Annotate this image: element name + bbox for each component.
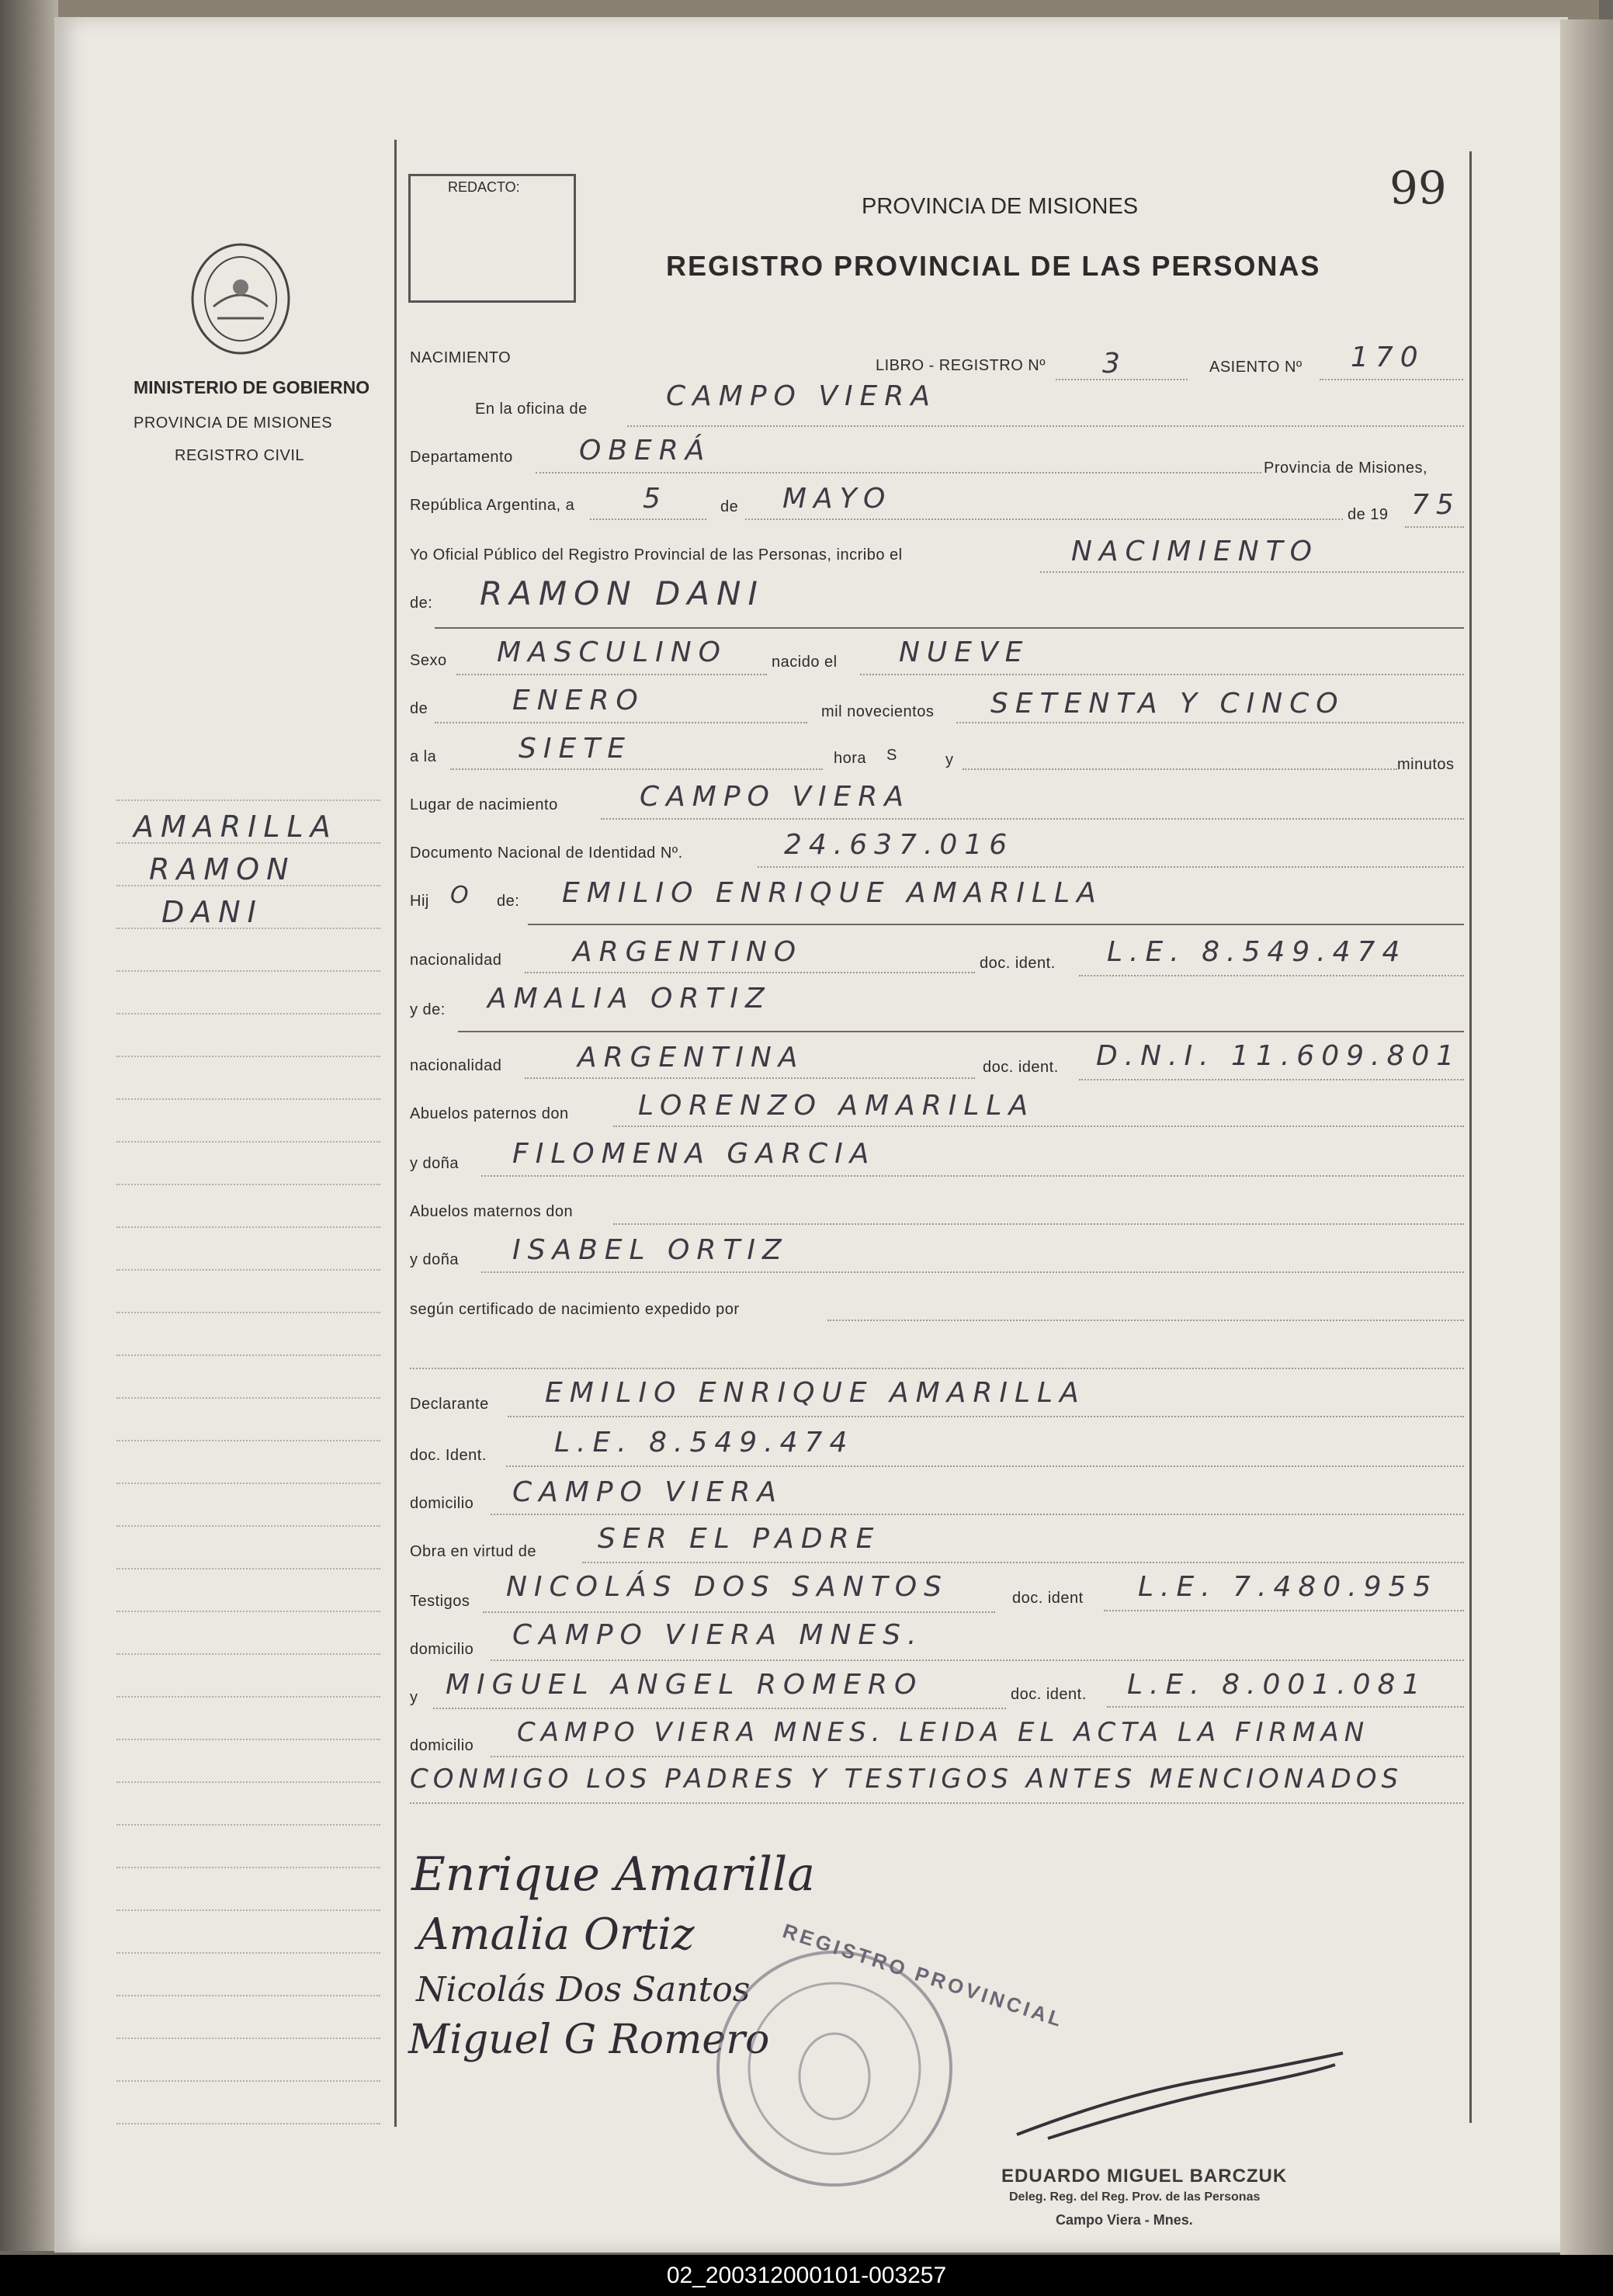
margin-rule-line (116, 970, 380, 972)
docident-label-5: doc. ident. (1011, 1686, 1087, 1703)
segun-line (827, 1320, 1464, 1321)
libro-value: 3 (1102, 348, 1127, 380)
provincia-suffix: Provincia de Misiones, (1264, 460, 1428, 477)
margin-rule-line (116, 799, 380, 801)
official-signature (1001, 2049, 1358, 2154)
republica-label: República Argentina, a (410, 497, 575, 514)
dni-label: Documento Nacional de Identidad Nº. (410, 845, 683, 862)
domicilio-label-1: domicilio (410, 1495, 474, 1512)
mes-nac-line (435, 722, 807, 723)
declarante-doc-line (506, 1465, 1464, 1467)
abuela-pat-line (481, 1175, 1464, 1177)
y2-label: y (410, 1689, 418, 1706)
hora-value: SIETE (519, 733, 632, 765)
official-name: EDUARDO MIGUEL BARCZUK (1001, 2166, 1288, 2187)
obra-line (582, 1562, 1464, 1563)
signature-father: Enrique Amarilla (411, 1847, 815, 1902)
libro-label: LIBRO - REGISTRO Nº (876, 357, 1046, 374)
mes-nac-value: ENERO (512, 685, 645, 716)
signature-mother: Amalia Ortiz (418, 1909, 695, 1960)
ministry-province: PROVINCIA DE MISIONES (134, 414, 333, 432)
lugar-value: CAMPO VIERA (640, 781, 911, 813)
signature-witness-1: Nicolás Dos Santos (416, 1970, 751, 2010)
margin-rule-line (116, 1867, 380, 1868)
ydona-label-2: y doña (410, 1251, 460, 1268)
margin-note-surname: AMARILLA (134, 810, 338, 844)
testigo1-doc-line (1104, 1610, 1464, 1611)
declarante-label: Declarante (410, 1396, 489, 1413)
testigo2-doc-value: L.E. 8.001.081 (1127, 1669, 1427, 1701)
sexo-value: MASCULINO (497, 636, 727, 668)
margin-rule-line (116, 1525, 380, 1527)
margin-rule-line (116, 1568, 380, 1569)
obra-value: SER EL PADRE (598, 1523, 881, 1555)
ala-label: a la (410, 748, 437, 765)
declarante-doc-value: L.E. 8.549.474 (554, 1427, 855, 1458)
abuela-mat-value: ISABEL ORTIZ (512, 1234, 789, 1266)
nacido-line (860, 674, 1464, 675)
signature-witness-2: Miguel G Romero (408, 2017, 770, 2063)
de2-label: de (410, 700, 428, 717)
padre-nac-value: ARGENTINO (573, 936, 803, 968)
margin-rule-line (116, 1696, 380, 1698)
margin-rule-line (116, 1226, 380, 1228)
margin-rule-line (116, 1781, 380, 1783)
margin-rule-line (116, 2123, 380, 2124)
docident-label-3: doc. Ident. (410, 1447, 487, 1464)
asiento-line (1320, 379, 1463, 380)
testigo2-line (433, 1708, 1006, 1709)
nombre-value: RAMON DANI (480, 574, 765, 612)
yde-label: y de: (410, 1001, 446, 1018)
final-line-rule (410, 1802, 1464, 1804)
nacido-value: NUEVE (899, 636, 1030, 668)
footer-image-id: 02_200312000101-003257 (0, 2255, 1613, 2296)
declarante-line (508, 1416, 1464, 1417)
redacto-box (408, 174, 576, 303)
page-right-edge (1560, 19, 1613, 2255)
dia-value: 5 (643, 483, 668, 515)
registry-title: REGISTRO PROVINCIAL DE LAS PERSONAS (666, 250, 1321, 282)
padre-doc-value: L.E. 8.549.474 (1107, 936, 1407, 968)
anio-line (1405, 526, 1464, 528)
margin-rule-line (116, 1440, 380, 1441)
margin-rule-line (116, 1013, 380, 1014)
domicilio-label-2: domicilio (410, 1641, 474, 1658)
final-line: CONMIGO LOS PADRES Y TESTIGOS ANTES MENCIONADOS (410, 1764, 1403, 1795)
oficina-label: En la oficina de (475, 401, 588, 418)
redacto-label: REDACTO: (448, 179, 520, 195)
province-heading: PROVINCIA DE MISIONES (862, 194, 1139, 219)
madre-nac-value: ARGENTINA (578, 1042, 805, 1073)
minutos-line (963, 768, 1397, 770)
margin-rule-line (116, 2038, 380, 2039)
testigo1-doc-value: L.E. 7.480.955 (1138, 1571, 1438, 1603)
oficina-value: CAMPO VIERA (666, 380, 937, 412)
testigo2-value: MIGUEL ANGEL ROMERO (446, 1669, 924, 1701)
docident-label-2: doc. ident. (983, 1059, 1059, 1076)
docident-label-4: doc. ident (1012, 1590, 1084, 1607)
abuelo-pat-line (613, 1125, 1464, 1127)
hora-line (450, 768, 823, 770)
abuelo-mat-line (613, 1223, 1464, 1225)
declarante-dom-line (491, 1514, 1464, 1515)
declarante-dom-value: CAMPO VIERA (512, 1476, 783, 1508)
margin-rule-line (116, 1098, 380, 1100)
nacido-label: nacido el (772, 654, 838, 671)
segun-label: según certificado de nacimiento expedido por (410, 1301, 740, 1318)
nacionalidad-label-1: nacionalidad (410, 952, 502, 969)
nacionalidad-label-2: nacionalidad (410, 1057, 502, 1074)
padre-doc-line (1079, 975, 1464, 976)
hijo-label: Hij (410, 893, 429, 910)
departamento-line (536, 472, 1261, 473)
minutos-label: minutos (1397, 756, 1455, 773)
docident-label-1: doc. ident. (980, 955, 1056, 972)
y-label: y (945, 751, 954, 768)
left-vertical-rule (394, 140, 397, 2127)
testigos-label: Testigos (410, 1593, 470, 1610)
testigo2-dom-line (491, 1756, 1464, 1757)
asiento-label: ASIENTO Nº (1209, 359, 1303, 376)
madre-value: AMALIA ORTIZ (487, 983, 772, 1014)
lugar-label: Lugar de nacimiento (410, 796, 558, 813)
hijo-de-label: de: (497, 893, 520, 910)
oficial-label: Yo Oficial Público del Registro Provincial de las Personas, incribo el (410, 546, 903, 564)
de-nombre-label: de: (410, 595, 433, 612)
departamento-label: Departamento (410, 449, 513, 466)
mes-line (745, 519, 1343, 520)
padre-line (528, 924, 1464, 925)
oficial-value: NACIMIENTO (1071, 536, 1319, 567)
testigo1-value: NICOLÁS DOS SANTOS (506, 1571, 949, 1603)
oficial-line (1040, 571, 1464, 573)
anio-value: 75 (1411, 489, 1461, 521)
madre-doc-line (1079, 1079, 1464, 1080)
padre-nac-line (525, 972, 975, 973)
ydona-label-1: y doña (410, 1155, 460, 1172)
testigo1-dom-line (491, 1660, 1464, 1661)
anio-nac-line (956, 722, 1464, 723)
ministry-office: REGISTRO CIVIL (175, 447, 305, 464)
margin-rule-line (116, 1056, 380, 1057)
dia-line (590, 519, 706, 520)
margin-rule-line (116, 2080, 380, 2082)
book-spine-edge (0, 0, 58, 2251)
margin-rule-line (116, 1611, 380, 1612)
abuela-pat-value: FILOMENA GARCIA (512, 1138, 876, 1170)
anio-label: de 19 (1348, 506, 1389, 523)
abuela-mat-line (481, 1271, 1464, 1273)
margin-rule-line (116, 1909, 380, 1911)
madre-nac-line (525, 1077, 975, 1079)
mil-label: mil novecientos (821, 703, 935, 720)
segun-line-2 (410, 1368, 1464, 1369)
abuelo-pat-value: LORENZO AMARILLA (638, 1090, 1035, 1122)
testigo1-line (483, 1611, 995, 1613)
mes-value: MAYO (782, 483, 893, 515)
margin-rule-line (116, 1269, 380, 1271)
margin-rule-line (116, 1824, 380, 1826)
domicilio-label-3: domicilio (410, 1737, 474, 1754)
margin-rule-line (116, 1141, 380, 1143)
madre-doc-value: D.N.I. 11.609.801 (1096, 1040, 1462, 1072)
hijo-suffix: O (450, 882, 476, 909)
margin-rule-line (116, 1995, 380, 1996)
departamento-value: OBERÁ (579, 435, 712, 466)
official-title: Deleg. Reg. del Reg. Prov. de las Personas (1009, 2190, 1261, 2204)
margin-rule-line (116, 1312, 380, 1313)
testigo2-dom-value: CAMPO VIERA MNES. LEIDA EL ACTA LA FIRMAN (517, 1717, 1370, 1748)
dni-line (758, 866, 1464, 868)
nombre-line (435, 627, 1464, 629)
sexo-label: Sexo (410, 652, 447, 669)
margin-rule-line (116, 1739, 380, 1740)
de-label: de (720, 498, 739, 515)
lugar-line (601, 818, 1464, 820)
margin-rule-line (116, 1483, 380, 1484)
oficina-line (627, 425, 1464, 427)
right-vertical-rule (1469, 151, 1472, 2123)
margin-note-firstname: RAMON (149, 852, 296, 886)
hora-label: hora (834, 750, 867, 767)
stamp-text: REGISTRO PROVINCIAL (779, 1919, 1067, 2032)
abuelos-pat-label: Abuelos paternos don (410, 1105, 569, 1122)
testigo1-dom-value: CAMPO VIERA MNES. (512, 1619, 924, 1651)
padre-value: EMILIO ENRIQUE AMARILLA (562, 877, 1103, 909)
obra-label: Obra en virtud de (410, 1543, 537, 1560)
margin-rule-line (116, 1184, 380, 1185)
testigo2-doc-line (1107, 1706, 1464, 1708)
hora-mark: S (886, 747, 897, 764)
nacimiento-label: NACIMIENTO (410, 349, 512, 366)
ministry-name: MINISTERIO DE GOBIERNO (134, 377, 370, 397)
asiento-value: 170 (1351, 342, 1425, 373)
dni-value: 24.637.016 (784, 829, 1015, 861)
sexo-line (456, 674, 767, 675)
margin-rule-line (116, 1354, 380, 1356)
coat-of-arms-seal (186, 241, 295, 361)
declarante-value: EMILIO ENRIQUE AMARILLA (545, 1377, 1086, 1409)
margin-rule-line (116, 1952, 380, 1954)
abuelos-mat-label: Abuelos maternos don (410, 1203, 574, 1220)
page-number: 99 (1389, 161, 1447, 214)
margin-note-secondname: DANI (161, 895, 263, 929)
margin-rule-line (116, 1397, 380, 1399)
madre-line (458, 1031, 1464, 1032)
official-location: Campo Viera - Mnes. (1056, 2212, 1193, 2228)
anio-nac-value: SETENTA Y CINCO (990, 688, 1345, 720)
margin-rule-line (116, 1653, 380, 1655)
